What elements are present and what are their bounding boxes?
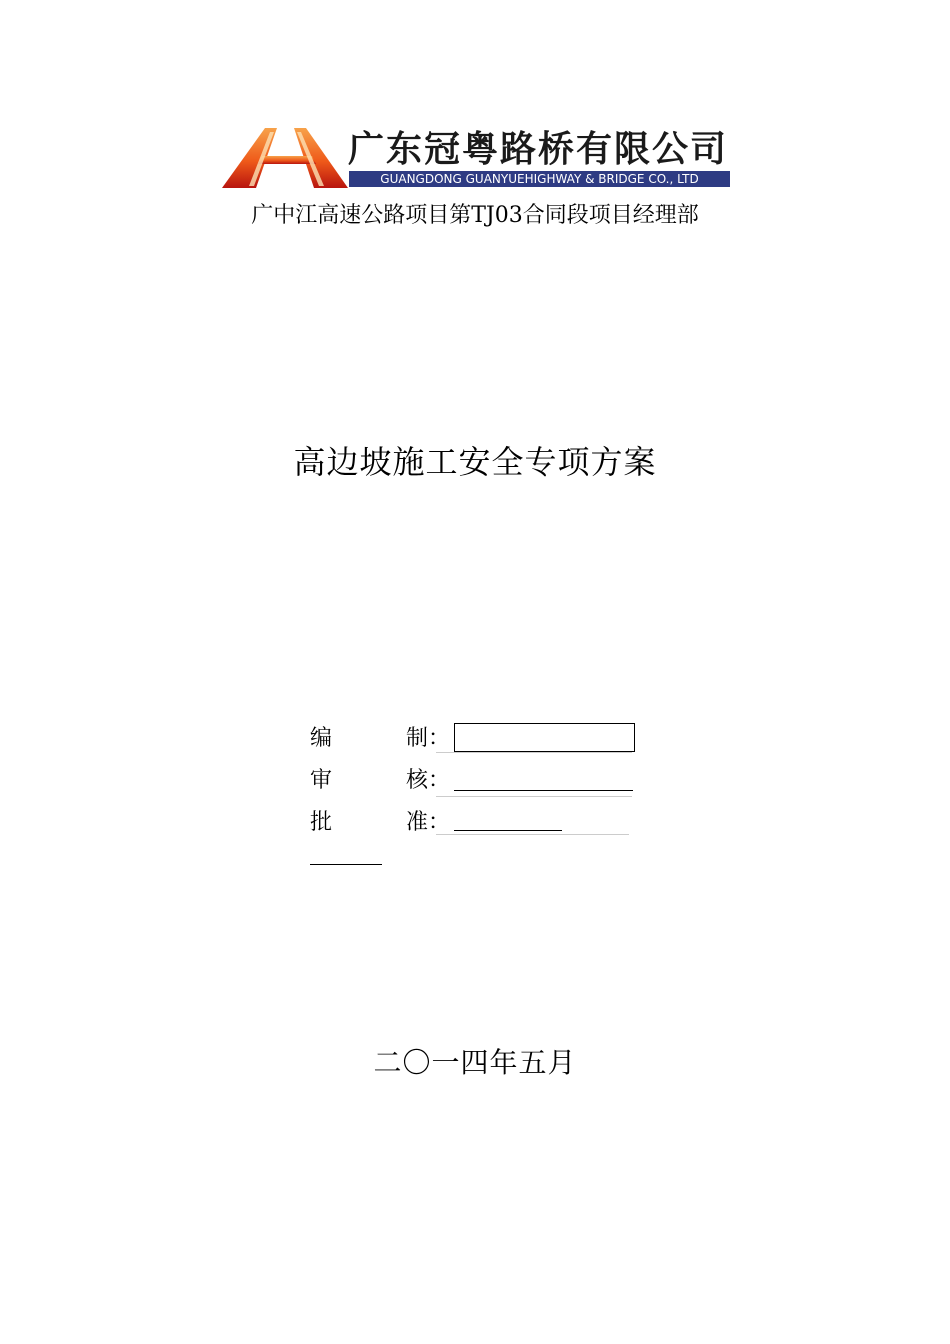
document-title: 高边坡施工安全专项方案 (293, 443, 657, 481)
signoff-label-left: 审 (310, 768, 333, 793)
document-date: 二〇一四年五月 (373, 1046, 577, 1079)
reviewer-underline-faint (436, 796, 632, 797)
company-name-en: GUANGDONG GUANYUEHIGHWAY & BRIDGE CO., LTD (349, 171, 730, 187)
compiler-signature-field[interactable] (454, 723, 635, 752)
approver-signature-continuation (310, 864, 382, 865)
signoff-label-right: 准： (406, 810, 451, 835)
approver-underline-faint (436, 834, 629, 835)
company-name-cn: 广东冠粤路桥有限公司 (348, 129, 729, 170)
signoff-label-right: 制： (406, 726, 451, 751)
signoff-label-left: 编 (310, 726, 333, 751)
compiler-underline-faint (436, 752, 632, 753)
approver-signature-field[interactable] (454, 830, 562, 831)
reviewer-signature-field[interactable] (454, 790, 633, 791)
signoff-label-left: 批 (310, 810, 333, 835)
signoff-label-right: 核： (406, 768, 451, 793)
guanyue-h-logo-icon (220, 126, 350, 190)
project-department: 广中江高速公路项目第TJ03合同段项目经理部 (251, 203, 699, 228)
